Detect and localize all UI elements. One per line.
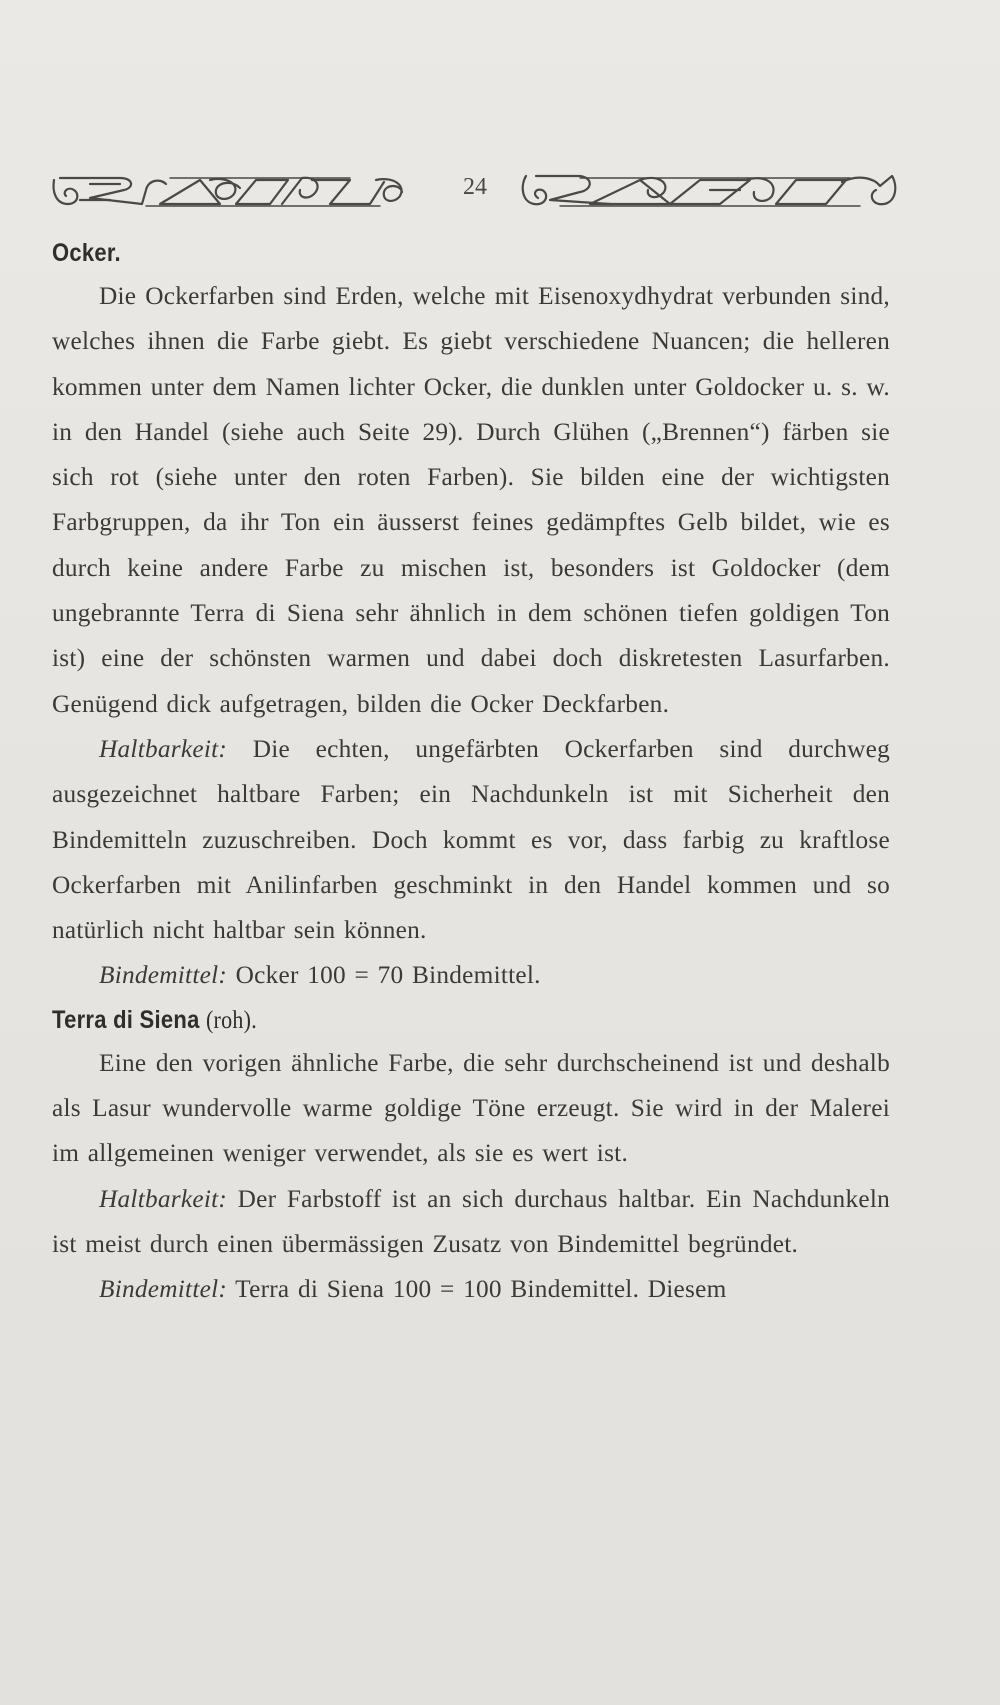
ornament-right-icon	[520, 160, 900, 220]
heading-title: Terra di Siena	[52, 1005, 200, 1034]
paragraph	[52, 274, 890, 727]
heading-suffix: (roh).	[205, 1006, 258, 1034]
page-header	[50, 160, 900, 220]
paragraph-text: Die echten, ungefärbten Ockerfarben sind durchweg ausgezeichnet haltbare Farben; ein Nachdunkeln ist mit Sicherheit den Bindemitteln zuzuschreiben. Doch kommt es vor, dass farbig zu kraftlose Ockerfarben mit Anilinfarben geschminkt in den Handel kommen und so natürlich nicht haltbar sein können.	[52, 734, 891, 945]
section-heading-ocker: Ocker.	[52, 239, 121, 267]
paragraph	[52, 953, 890, 998]
paragraph-text: Der Farbstoff ist an sich durchaus haltbar. Ein Nachdunkeln ist meist durch einen übermässigen Zusatz von Bindemittel begründet.	[52, 1184, 890, 1258]
paragraph	[52, 1177, 890, 1268]
paragraph-text: Ocker 100 = 70 Bindemittel.	[235, 961, 541, 990]
paragraph-text: Terra di Siena 100 = 100 Bindemittel. Diesem	[235, 1275, 727, 1304]
paragraph	[52, 1267, 890, 1312]
page-number: 24	[463, 174, 487, 200]
paragraph	[52, 1041, 890, 1177]
body-text	[52, 238, 890, 1313]
paragraph-label: Haltbarkeit:	[99, 734, 228, 763]
paragraph-label: Bindemittel:	[99, 1275, 228, 1304]
section-heading-terra-di-siena	[52, 1005, 789, 1041]
paragraph-text: Die Ockerfarben sind Erden, welche mit Eisenoxydhydrat verbunden sind, welches ihnen die Farbe giebt. Es giebt verschiedene Nuancen; die helleren kommen unter dem Namen lichter Ocker, die dunklen unter Goldocker u. s. w. in den Handel (siehe auch Seite 29). Durch Glühen („Brennen“) färben sie sich rot (siehe unter den roten Farben). Sie bilden eine der wichtigsten Farbgruppen, da ihr Ton ein äusserst feines gedämpftes Gelb bildet, wie es durch keine andere Farbe zu mischen ist, besonders ist Goldocker (dem ungebrannte Terra di Siena sehr ähnlich in dem schönen tiefen goldigen Ton ist) eine der schönsten warmen und dabei doch diskretesten Lasurfarben. Genügend dick aufgetragen, bilden die Ocker Deckfarben.	[52, 282, 890, 718]
paragraph-text: Eine den vorigen ähnliche Farbe, die sehr durchscheinend ist und deshalb als Lasur wundervolle warme goldige Töne erzeugt. Sie wird in der Malerei im allgemeinen weniger verwendet, als sie es wert ist.	[52, 1048, 890, 1168]
paragraph-label: Haltbarkeit:	[99, 1184, 228, 1213]
paragraph	[52, 727, 890, 953]
paragraph-label: Bindemittel:	[99, 961, 228, 990]
